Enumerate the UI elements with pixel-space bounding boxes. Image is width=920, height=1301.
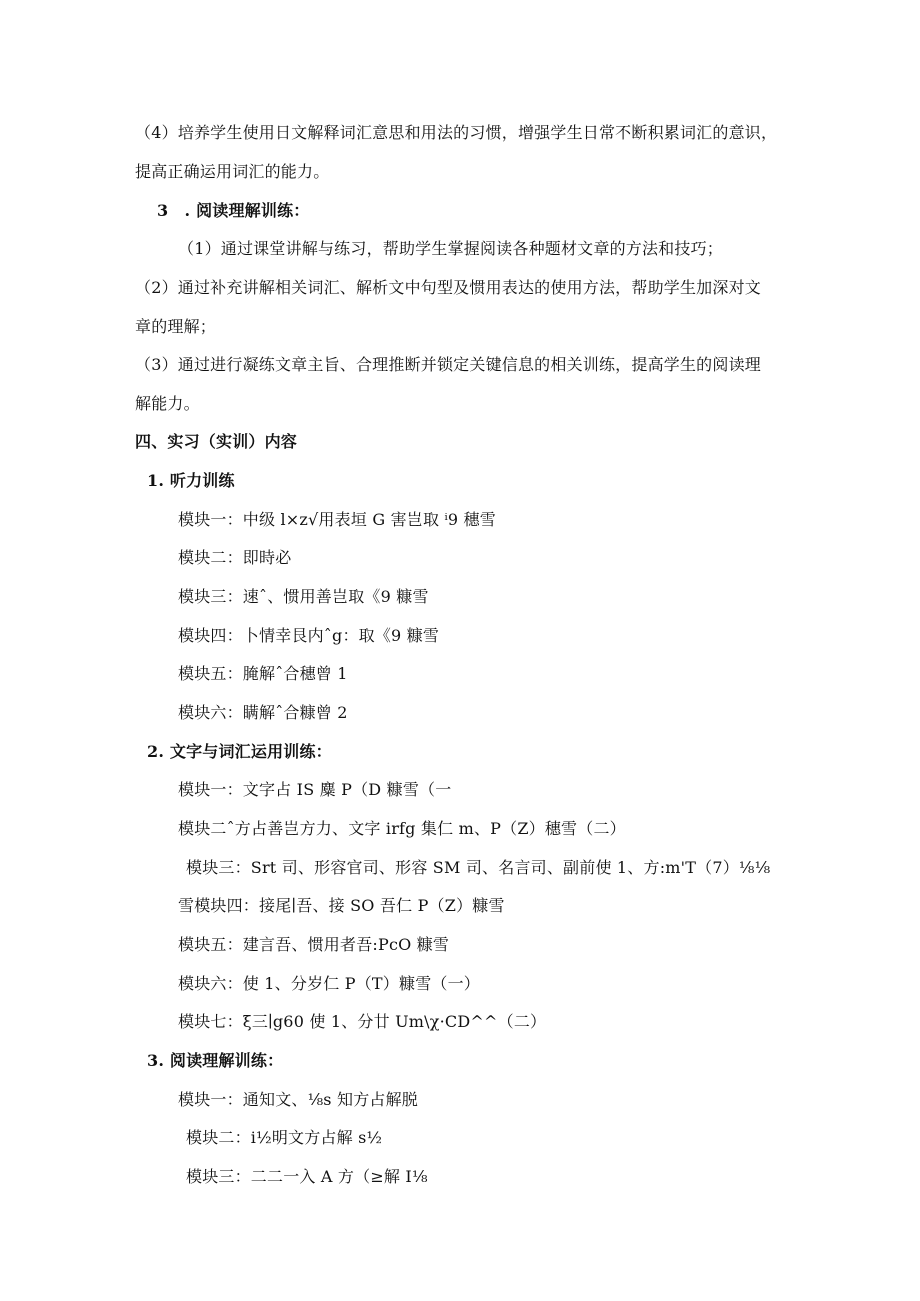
reading-training-module-2: 模块二：i½明文方占解 s½	[186, 1128, 383, 1147]
listening-module-1: 模块一：中级 l×z√用表垣 G 害岂取 ⁱ9 穗雪	[178, 510, 496, 529]
listening-module-2: 模块二：即時必	[178, 548, 292, 567]
vocab-module-4: 雪模块四：接尾∣吾、接 SO 吾仁 P（Z）糠雪	[178, 896, 505, 915]
vocab-module-5: 模块五：建言吾、惯用者吾:PcO 糠雪	[178, 935, 450, 954]
listening-module-3: 模块三：速ˆ、惯用善岂取《9 糠雪	[178, 587, 429, 606]
reading-training-module-3: 模块三：二二一入 A 方（≥解 I⅛	[186, 1167, 428, 1186]
listening-module-4: 模块四：卜情幸艮内ˆg：取《9 糠雪	[178, 626, 440, 645]
vocab-module-6: 模块六：使 1、分岁仁 P（T）糠雪（一）	[178, 974, 480, 993]
reading-heading: 3 . 阅读理解训练：	[157, 201, 310, 220]
vocab-heading: 2. 文字与词汇运用训练：	[147, 742, 332, 761]
listening-module-5: 模块五：腌解ˆ合穗曾 1	[178, 664, 348, 683]
reading-item-3-line-2: 解能力。	[135, 394, 200, 413]
reading-item-2-line-1: （2）通过补充讲解相关词汇、解析文中句型及惯用表达的使用方法，帮助学生加深对文	[135, 278, 761, 297]
vocab-module-2: 模块二ˆ方占善岂方力、文字 irfg 集仁 m、P（Z）穗雪（二）	[178, 819, 626, 838]
vocab-module-7: 模块七：ξ三∣g60 使 1、分廿 Um\χ·CD^^（二）	[178, 1012, 547, 1031]
ability-item-4-line-1: （4）培养学生使用日文解释词汇意思和用法的习惯，增强学生日常不断积累词汇的意识，	[135, 123, 778, 142]
reading-item-2-line-2: 章的理解；	[135, 317, 217, 336]
reading-training-module-1: 模块一：通知文、⅛s 知方占解脱	[178, 1090, 419, 1109]
vocab-module-1: 模块一：文字占 IS 麋 P（D 糠雪（一	[178, 780, 452, 799]
vocab-module-3: 模块三：Srt 司、形容官司、形容 SM 司、名言司、副前使 1、方:m'T（7）⅛⅛	[186, 858, 771, 877]
reading-item-3-line-1: （3）通过进行凝练文章主旨、合理推断并锁定关键信息的相关训练，提高学生的阅读理	[135, 355, 761, 374]
listening-module-6: 模块六：瞒解ˆ合糠曾 2	[178, 703, 348, 722]
listening-heading: 1. 听力训练	[147, 471, 235, 490]
reading-item-1: （1）通过课堂讲解与练习，帮助学生掌握阅读各种题材文章的方法和技巧；	[178, 239, 723, 258]
ability-item-4-line-2: 提高正确运用词汇的能力。	[135, 162, 330, 181]
reading-training-heading: 3. 阅读理解训练：	[147, 1051, 284, 1070]
section-4-heading: 四、实习（实训）内容	[135, 432, 298, 451]
